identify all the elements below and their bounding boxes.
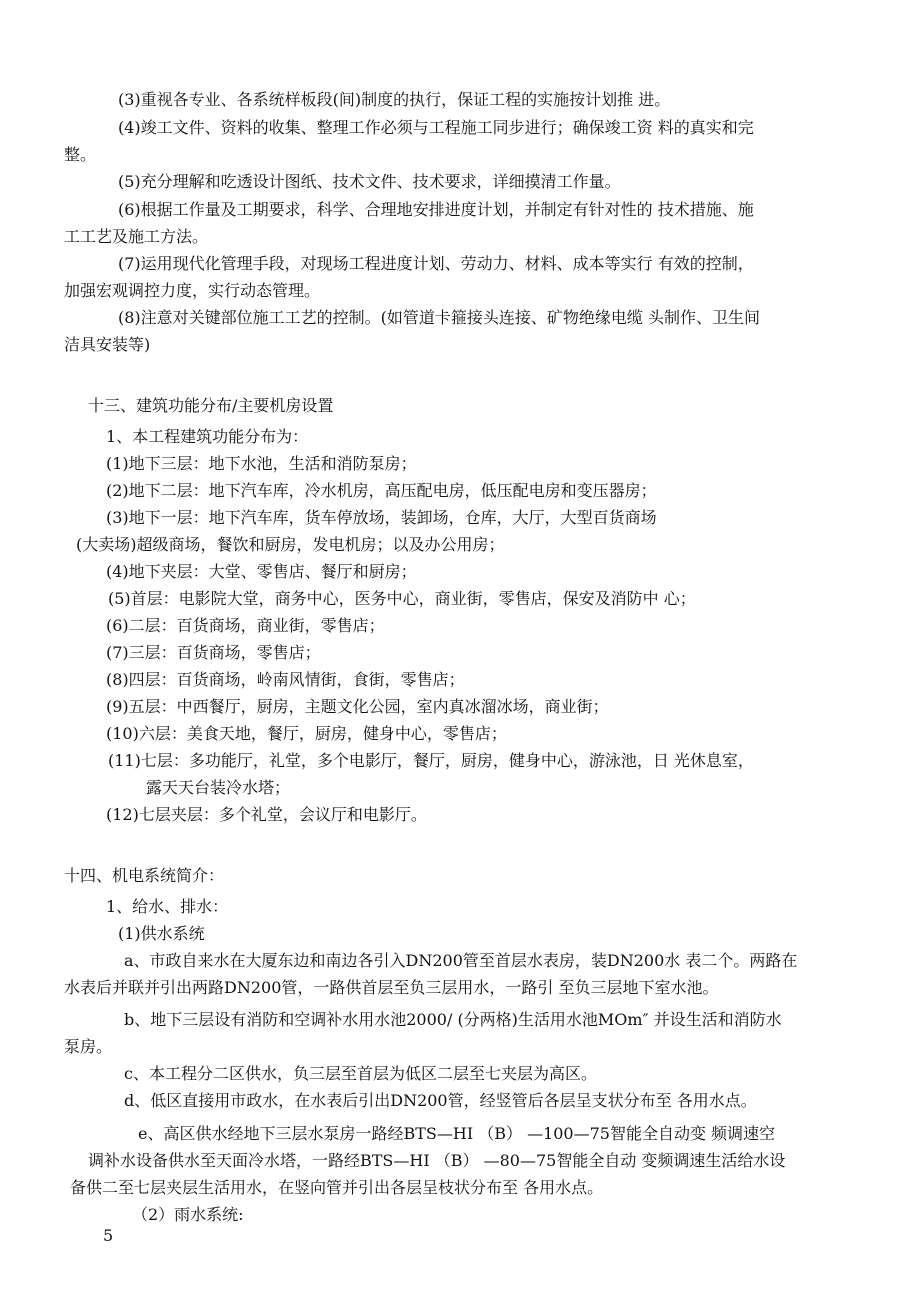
item-4-line-2: 整。 (64, 145, 97, 164)
section-13-intro: 1、本工程建筑功能分布为： (106, 427, 309, 446)
item-7-line-1: (7)运用现代化管理手段，对现场工程进度计划、劳动力、材料、成本等实行 有效的控制， (118, 254, 754, 273)
rainwater-system-heading: （2）雨水系统: (132, 1205, 244, 1224)
function-item-4: (4)地下夹层：大堂、零售店、餐厅和厨房； (106, 562, 417, 581)
function-item-2: (2)地下二层：地下汽车库，冷水机房，高压配电房，低压配电房和变压器房； (106, 481, 657, 500)
paragraph-a-line-1: a、市政自来水在大厦东边和南边各引入DN200管至首层水表房，装DN200水 表二个。两路在 (124, 951, 798, 970)
item-4-line-1: (4)竣工文件、资料的收集、整理工作必须与工程施工同步进行；确保竣工资 料的真实和完 (118, 118, 754, 137)
function-item-8: (8)四层：百货商场，岭南风情街，食街，零售店； (106, 670, 465, 689)
paragraph-d: d、低区直接用市政水，在水表后引出DN200管，经竖管后各层呈支状分布至 各用水点。 (124, 1091, 757, 1110)
function-item-5: (5)首层：电影院大堂，商务中心，医务中心，商业街，零售店，保安及消防中 心； (108, 589, 696, 608)
paragraph-b-line-2: 泵房。 (64, 1037, 113, 1056)
item-7-line-2: 加强宏观调控力度，实行动态管理。 (64, 281, 321, 300)
function-item-7: (7)三层：百货商场，零售店； (106, 643, 321, 662)
item-5-line-1: (5)充分理解和吃透设计图纸、技术文件、技术要求，详细摸清工作量。 (118, 172, 621, 191)
paragraph-e-line-1: e、高区供水经地下三层水泵房一路经BTS—HI （B） —100—75智能全自动变 频调速空 (138, 1124, 776, 1143)
water-supply-system-heading: (1)供水系统 (118, 924, 205, 943)
item-3-line-1: (3)重视各专业、各系统样板段(间)制度的执行，保证工程的实施按计划推 进。 (118, 90, 671, 109)
item-8-line-1: (8)注意对关键部位施工工艺的控制。(如管道卡箍接头连接、矿物绝缘电缆 头制作、卫生间 (118, 308, 760, 327)
function-item-11-continued: 露天天台装冷水塔； (146, 778, 291, 797)
paragraph-a-line-2: 水表后并联并引出两路DN200管，一路供首层至负三层用水，一路引 至负三层地下室水池。 (64, 978, 719, 997)
function-item-10: (10)六层：美食天地，餐厅，厨房，健身中心，零售店； (106, 724, 507, 743)
function-item-3: (3)地下一层：地下汽车库，货车停放场，装卸场，仓库，大厅，大型百货商场 (106, 508, 657, 527)
function-item-12: (12)七层夹层：多个礼堂，会议厅和电影厅。 (106, 805, 427, 824)
paragraph-c: c、本工程分二区供水，负三层至首层为低区二层至七夹层为高区。 (124, 1064, 597, 1083)
paragraph-e-line-3: 备供二至七层夹层生活用水，在竖向管并引出各层呈枝状分布至 各用水点。 (70, 1178, 604, 1197)
item-6-line-1: (6)根据工作量及工期要求，科学、合理地安排进度计划，并制定有针对性的 技术措施、施 (118, 200, 754, 219)
item-6-line-2: 工工艺及施工方法。 (64, 227, 209, 246)
function-item-6: (6)二层：百货商场，商业街，零售店； (106, 616, 385, 635)
section-13-heading: 十三、建筑功能分布/主要机房设置 (88, 396, 334, 415)
page-number: 5 (103, 1226, 114, 1245)
section-14-heading: 十四、机电系统简介： (64, 866, 225, 885)
function-item-9: (9)五层：中西餐厅，厨房，主题文化公园，室内真冰溜冰场，商业街； (106, 697, 609, 716)
paragraph-e-line-2: 调补水设备供水至天面冷水塔，一路经BTS—HI （B） —80—75智能全自动 变频调速生活给水设 (88, 1151, 786, 1170)
function-item-3-continued: (大卖场)超级商场，餐饮和厨房，发电机房；以及办公用房； (76, 535, 505, 554)
water-supply-drainage-heading: 1、给水、排水： (106, 897, 229, 916)
function-item-11: (11)七层：多功能厅，礼堂，多个电影厅，餐厅，厨房，健身中心，游泳池，日 光休息室， (108, 751, 754, 770)
item-8-line-2: 洁具安装等) (64, 335, 151, 354)
function-item-1: (1)地下三层：地下水池，生活和消防泵房； (106, 454, 417, 473)
paragraph-b-line-1: b、地下三层设有消防和空调补水用水池2000/ (分两格)生活用水池MOm″ 并设生活和消防水 (124, 1010, 782, 1029)
